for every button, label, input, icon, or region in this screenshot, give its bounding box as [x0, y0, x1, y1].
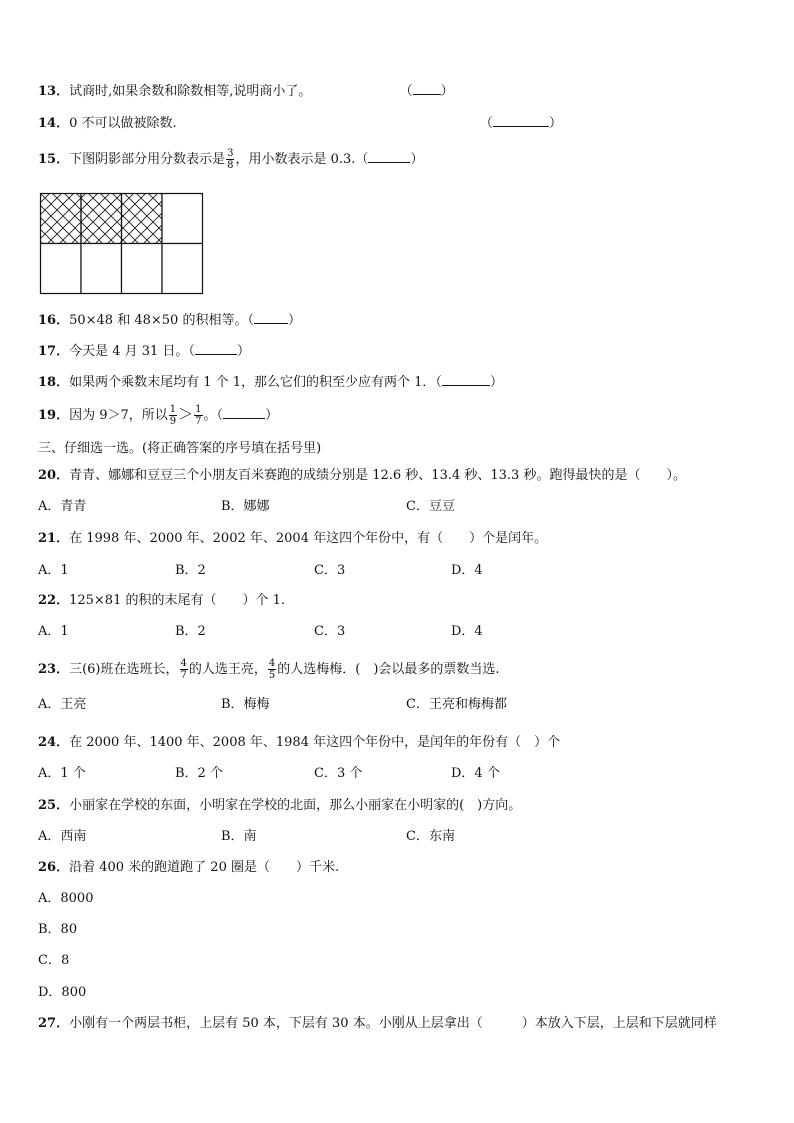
- grid-cell: [162, 194, 203, 244]
- grid-cell: [122, 244, 163, 294]
- question-22: 22．125×81 的积的末尾有（ ）个 1.: [38, 593, 286, 608]
- fraction-1-7: $\frac{1}{7}$: [195, 404, 202, 427]
- question-18: 18．如果两个乘数末尾均有 1 个 1，那么它们的积至少应有两个 1．（ ）: [38, 375, 503, 390]
- question-13: 13．试商时,如果余数和除数相等,说明商小了。 （ ）: [38, 84, 454, 99]
- grid-cell: [162, 244, 203, 294]
- question-20: 20．青青、娜娜和豆豆三个小朋友百米赛跑的成绩分别是 12.6 秒、13.4 秒、13.3 秒。跑得最快的是（ ）。: [38, 468, 686, 483]
- option-25-a[interactable]: A．西南: [38, 829, 87, 844]
- option-24-c[interactable]: C．3 个: [314, 766, 363, 781]
- option-20-c[interactable]: C．豆豆: [406, 499, 455, 514]
- question-27: 27．小刚有一个两层书柜，上层有 50 本，下层有 30 本。小刚从上层拿出（ ）本放入下层，上层和下层就同样: [38, 1016, 717, 1031]
- option-22-b[interactable]: B．2: [175, 624, 206, 639]
- question-19: 19．因为 9＞7，所以 $\frac{1}{9}$ ＞ $\frac{1}{7}$ 。（ ）: [38, 404, 279, 427]
- fraction-1-9: $\frac{1}{9}$: [169, 404, 177, 427]
- section-3-heading: 三、仔细选一选。(将正确答案的序号填在括号里): [38, 441, 322, 456]
- question-14: 14．0 不可以做被除数. （ ）: [38, 116, 562, 131]
- shaded-cell: [41, 194, 82, 244]
- answer-blank-18[interactable]: [442, 373, 490, 386]
- question-17: 17．今天是 4 月 31 日。（ ）: [38, 344, 250, 359]
- question-16: 16．50×48 和 48×50 的积相等。（ ）: [38, 313, 301, 328]
- option-20-b[interactable]: B．娜娜: [221, 499, 270, 514]
- answer-blank-16[interactable]: [254, 311, 288, 324]
- answer-blank-13[interactable]: [413, 82, 441, 95]
- question-23: 23．三(6)班在选班长， $\frac{4}{7}$ 的人选王亮， $\frac{4}{5}$ 的人选梅梅．( )会以最多的票数当选.: [38, 658, 500, 681]
- option-25-c[interactable]: C．东南: [406, 829, 455, 844]
- option-22-a[interactable]: A．1: [38, 624, 69, 639]
- question-15: 15．下图阴影部分用分数表示是 $\frac{3}{8}$ ，用小数表示是 0.3.（ ）: [38, 148, 424, 171]
- fraction-4-5: $\frac{4}{5}$: [268, 658, 276, 681]
- fraction-4-7: $\frac{4}{7}$: [180, 658, 187, 681]
- option-21-d[interactable]: D．4: [451, 563, 483, 578]
- option-23-a[interactable]: A．王亮: [38, 697, 87, 712]
- option-22-c[interactable]: C．3: [314, 624, 346, 639]
- option-23-b[interactable]: B．梅梅: [221, 697, 270, 712]
- question-21: 21．在 1998 年、2000 年、2002 年、2004 年这四个年份中，有（ ）个是闰年。: [38, 531, 548, 546]
- option-26-c[interactable]: C．8: [38, 953, 70, 968]
- grid-cells: [41, 194, 203, 294]
- fraction-3-8: $\frac{3}{8}$: [227, 148, 234, 171]
- option-22-d[interactable]: D．4: [451, 624, 483, 639]
- option-21-b[interactable]: B．2: [175, 563, 206, 578]
- answer-blank-14[interactable]: [493, 114, 549, 127]
- shaded-cell: [81, 194, 122, 244]
- question-24: 24．在 2000 年、1400 年、2008 年、1984 年这四个年份中，是闰年的年份有（ ）个: [38, 735, 561, 750]
- option-26-b[interactable]: B．80: [38, 922, 78, 937]
- option-20-a[interactable]: A．青青: [38, 499, 87, 514]
- question-26: 26．沿着 400 米的跑道跑了 20 圈是（ ）千米.: [38, 860, 340, 875]
- question-25: 25．小丽家在学校的东面，小明家在学校的北面，那么小丽家在小明家的( )方向。: [38, 798, 522, 813]
- answer-blank-15[interactable]: [368, 150, 410, 163]
- option-24-b[interactable]: B．2 个: [175, 766, 223, 781]
- shaded-cell: [122, 194, 163, 244]
- option-26-d[interactable]: D．800: [38, 985, 87, 1000]
- answer-blank-19[interactable]: [223, 406, 265, 419]
- option-23-c[interactable]: C．王亮和梅梅都: [406, 697, 507, 712]
- option-25-b[interactable]: B．南: [221, 829, 257, 844]
- option-24-a[interactable]: A．1 个: [38, 766, 86, 781]
- option-21-c[interactable]: C．3: [314, 563, 346, 578]
- option-24-d[interactable]: D．4 个: [451, 766, 500, 781]
- answer-blank-17[interactable]: [195, 342, 237, 355]
- option-26-a[interactable]: A．8000: [38, 891, 94, 906]
- grid-cell: [41, 244, 82, 294]
- grid-cell: [81, 244, 122, 294]
- option-21-a[interactable]: A．1: [38, 563, 69, 578]
- shaded-grid-figure: [39, 192, 205, 296]
